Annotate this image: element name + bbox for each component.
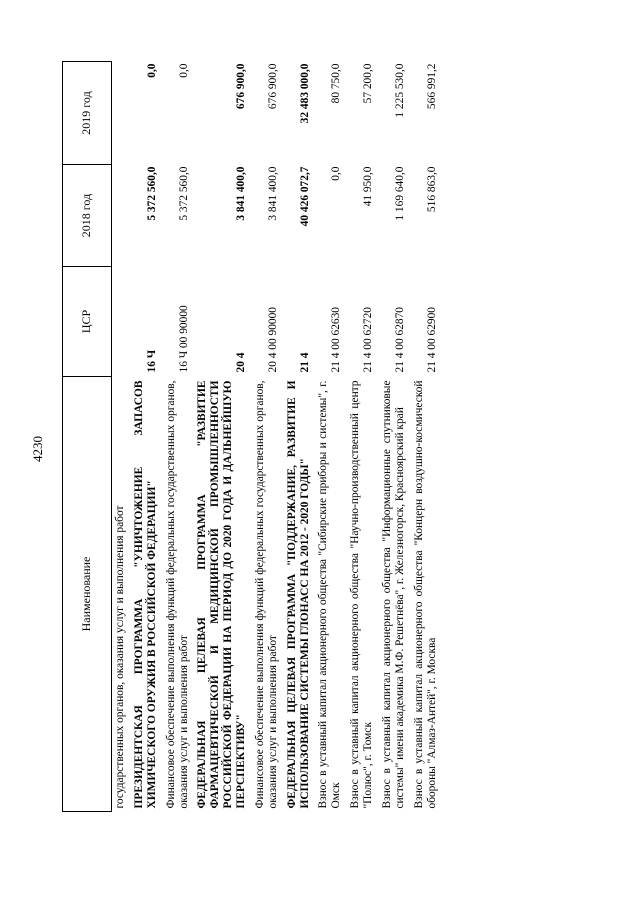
table-header-row — [63, 62, 112, 812]
row-2019 — [112, 62, 130, 165]
row-2019: 0,0 — [145, 63, 158, 78]
row-csr: 21 4 — [298, 352, 311, 373]
row-csr: 16 Ч — [145, 349, 158, 373]
row-2018: 41 950,0 — [362, 166, 374, 207]
row-name: Взнос в уставный капитал акционерного общества "Сибирские приборы и системы", г. Омск — [317, 380, 343, 809]
table-row — [130, 62, 162, 812]
row-2018: 5 372 560,0 — [145, 166, 158, 221]
row-name: Взнос в уставный капитал акционерного общества "Информационные спутниковые системы" имени академика М.Ф. Решетнёва", г. Железногорск, Красноярский край — [380, 380, 406, 809]
row-csr: 21 4 00 62870 — [393, 307, 406, 373]
row-2019: 57 200,0 — [362, 63, 374, 104]
row-name: государственных органов, оказания услуг и выполнения работ — [114, 505, 126, 809]
row-2019: 1 225 530,0 — [393, 63, 406, 118]
row-2019: 80 750,0 — [330, 63, 343, 104]
table-row — [314, 62, 346, 812]
row-2018: 3 841 400,0 — [235, 166, 247, 221]
table-row — [251, 62, 283, 812]
row-csr: 21 4 00 62630 — [330, 307, 343, 373]
row-name: ФЕДЕРАЛЬНАЯ ЦЕЛЕВАЯ ПРОГРАММА "ПОДДЕРЖАНИЕ, РАЗВИТИЕ И ИСПОЛЬЗОВАНИЕ СИСТЕМЫ ГЛОНАСС НА 2012 - 2020 ГОДЫ" — [285, 380, 311, 809]
budget-table — [62, 61, 441, 812]
row-csr: 21 4 00 62900 — [425, 307, 438, 373]
table-row — [410, 62, 442, 812]
row-2019: 0,0 — [177, 63, 190, 78]
row-name: Взнос в уставный капитал акционерного общества "Концерн воздушно-космической обороны "Алмаз-Антей", г. Москва — [412, 380, 438, 809]
row-2018: 0,0 — [330, 166, 343, 181]
header-name: Наименование — [63, 377, 112, 812]
row-csr: 21 4 00 62720 — [362, 307, 374, 373]
row-csr — [112, 267, 130, 377]
row-2018 — [112, 165, 130, 267]
budget-table-sheet — [62, 62, 587, 812]
row-2018: 516 863,0 — [425, 166, 438, 213]
row-2018: 3 841 400,0 — [266, 166, 279, 221]
row-csr: 16 Ч 00 90000 — [177, 305, 190, 373]
table-row — [112, 62, 130, 812]
row-name: Взнос в уставный капитал акционерного общества "Научно-производственный центр "Полюс", г. Томск — [349, 380, 374, 809]
row-2019: 32 483 000,0 — [298, 63, 311, 124]
table-row — [378, 62, 410, 812]
row-name: ПРЕЗИДЕНТСКАЯ ПРОГРАММА "УНИЧТОЖЕНИЕ ЗАПАСОВ ХИМИЧЕСКОГО ОРУЖИЯ В РОССИЙСКОЙ ФЕДЕРАЦИИ" — [132, 380, 158, 809]
row-2019: 676 900,0 — [235, 63, 247, 110]
table-row — [162, 62, 194, 812]
page-number: 4230 — [30, 436, 45, 462]
row-2018: 5 372 560,0 — [177, 166, 190, 221]
row-2019: 676 900,0 — [266, 63, 279, 110]
row-name: Финансовое обеспечение выполнения функций федеральных государственных органов, оказания услуг и выполнения работ — [253, 380, 279, 809]
row-2018: 1 169 640,0 — [393, 166, 406, 221]
header-2019: 2019 год — [63, 62, 112, 165]
row-2018: 40 426 072,7 — [298, 166, 311, 227]
table-row — [283, 62, 315, 812]
header-csr: ЦСР — [63, 267, 112, 377]
table-row — [346, 62, 378, 812]
table-row — [193, 62, 251, 812]
header-2018: 2018 год — [63, 165, 112, 267]
row-csr: 20 4 00 90000 — [266, 307, 279, 373]
row-csr: 20 4 — [235, 352, 247, 373]
row-name: ФЕДЕРАЛЬНАЯ ЦЕЛЕВАЯ ПРОГРАММА "РАЗВИТИЕ ФАРМАЦЕВТИЧЕСКОЙ И МЕДИЦИНСКОЙ ПРОМЫШЛЕННОСТИ РОССИЙСКОЙ ФЕДЕРАЦИИ НА ПЕРИОД ДО 2020 ГОДА И ДАЛЬНЕЙШУЮ ПЕРСПЕКТИВУ" — [196, 380, 247, 809]
row-name: Финансовое обеспечение выполнения функций федеральных государственных органов, оказания услуг и выполнения работ — [164, 380, 190, 809]
row-2019: 566 991,2 — [425, 63, 438, 110]
